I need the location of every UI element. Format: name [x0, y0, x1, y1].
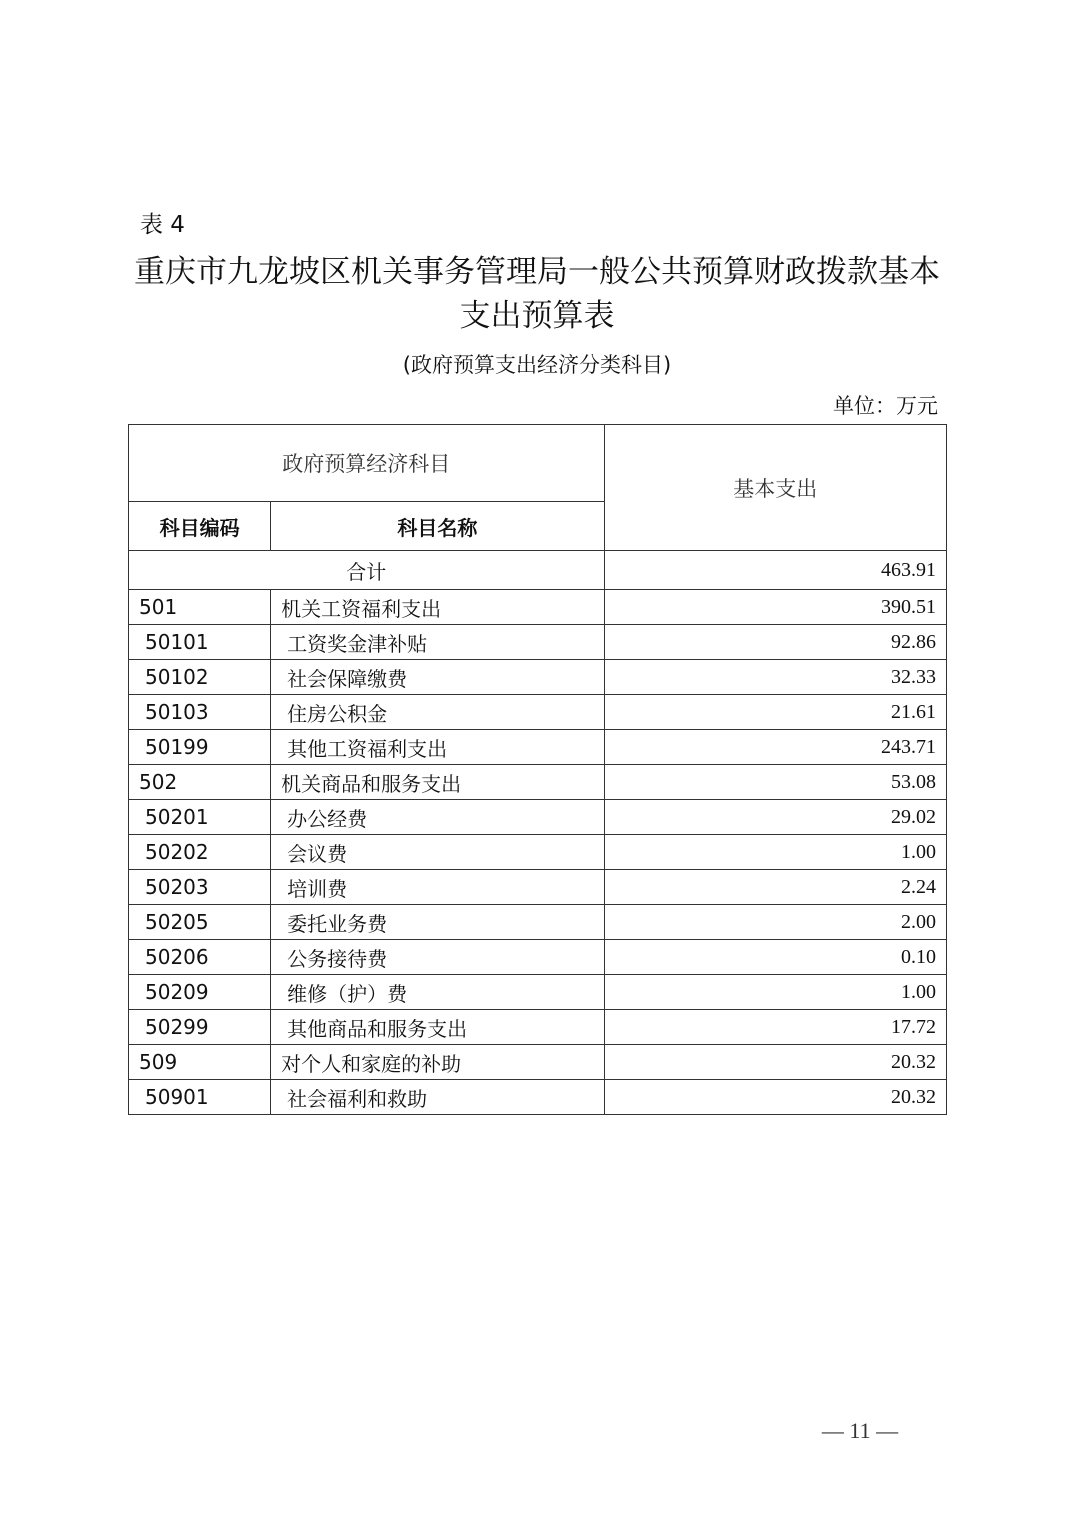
row-name: 培训费 — [271, 870, 604, 905]
row-name: 其他工资福利支出 — [271, 730, 604, 765]
row-code: 50103 — [129, 695, 271, 730]
row-code: 50209 — [129, 975, 271, 1010]
row-name: 办公经费 — [271, 800, 604, 835]
row-amount: 243.71 — [604, 730, 946, 765]
table-row — [129, 695, 947, 730]
row-name: 社会保障缴费 — [271, 660, 604, 695]
table-row — [129, 835, 947, 870]
row-amount: 390.51 — [604, 590, 946, 625]
row-code: 50199 — [129, 730, 271, 765]
page-number: — 11 — — [821, 1418, 899, 1443]
page-subtitle: (政府预算支出经济分类科目) — [402, 353, 672, 377]
unit-label: 单位：万元 — [833, 394, 938, 418]
row-name: 委托业务费 — [271, 905, 604, 940]
row-name: 机关商品和服务支出 — [271, 765, 604, 800]
header-group: 政府预算经济科目 — [129, 425, 605, 502]
table-row — [129, 940, 947, 975]
total-amount: 463.91 — [604, 551, 946, 590]
row-amount: 2.00 — [604, 905, 946, 940]
row-code: 50299 — [129, 1010, 271, 1045]
table-label: 表 4 — [140, 212, 185, 238]
row-name: 其他商品和服务支出 — [271, 1010, 604, 1045]
title-line-1: 重庆市九龙坡区机关事务管理局一般公共预算财政拨款基本 — [134, 254, 940, 290]
row-name: 机关工资福利支出 — [271, 590, 604, 625]
table-row — [129, 590, 947, 625]
row-amount: 92.86 — [604, 625, 946, 660]
total-label: 合计 — [129, 551, 605, 590]
table-row — [129, 625, 947, 660]
row-code: 50101 — [129, 625, 271, 660]
row-code: 509 — [129, 1045, 271, 1080]
table-row — [129, 1045, 947, 1080]
row-amount: 1.00 — [604, 975, 946, 1010]
title-line-2: 支出预算表 — [459, 298, 615, 334]
table-row — [129, 730, 947, 765]
row-name: 会议费 — [271, 835, 604, 870]
table-row — [129, 905, 947, 940]
row-amount: 21.61 — [604, 695, 946, 730]
table-row — [129, 800, 947, 835]
row-code: 50202 — [129, 835, 271, 870]
table-row — [129, 1010, 947, 1045]
budget-table — [128, 424, 947, 1115]
row-code: 50203 — [129, 870, 271, 905]
table-row — [129, 870, 947, 905]
row-amount: 29.02 — [604, 800, 946, 835]
header-name: 科目名称 — [271, 502, 604, 551]
table-row — [129, 1080, 947, 1115]
header-amount: 基本支出 — [604, 425, 946, 551]
header-code: 科目编码 — [129, 502, 271, 551]
row-amount: 32.33 — [604, 660, 946, 695]
row-amount: 2.24 — [604, 870, 946, 905]
row-name: 对个人和家庭的补助 — [271, 1045, 604, 1080]
row-code: 50102 — [129, 660, 271, 695]
row-amount: 20.32 — [604, 1080, 946, 1115]
row-amount: 0.10 — [604, 940, 946, 975]
row-name: 维修（护）费 — [271, 975, 604, 1010]
row-amount: 20.32 — [604, 1045, 946, 1080]
row-name: 工资奖金津补贴 — [271, 625, 604, 660]
row-name: 住房公积金 — [271, 695, 604, 730]
total-row — [129, 551, 947, 590]
row-amount: 17.72 — [604, 1010, 946, 1045]
table-row — [129, 975, 947, 1010]
row-code: 50201 — [129, 800, 271, 835]
row-name: 公务接待费 — [271, 940, 604, 975]
row-amount: 53.08 — [604, 765, 946, 800]
row-code: 50205 — [129, 905, 271, 940]
row-code: 502 — [129, 765, 271, 800]
table-row — [129, 765, 947, 800]
row-code: 50901 — [129, 1080, 271, 1115]
page-title — [100, 250, 974, 338]
row-amount: 1.00 — [604, 835, 946, 870]
row-name: 社会福利和救助 — [271, 1080, 604, 1115]
row-code: 50206 — [129, 940, 271, 975]
table-row — [129, 660, 947, 695]
row-code: 501 — [129, 590, 271, 625]
